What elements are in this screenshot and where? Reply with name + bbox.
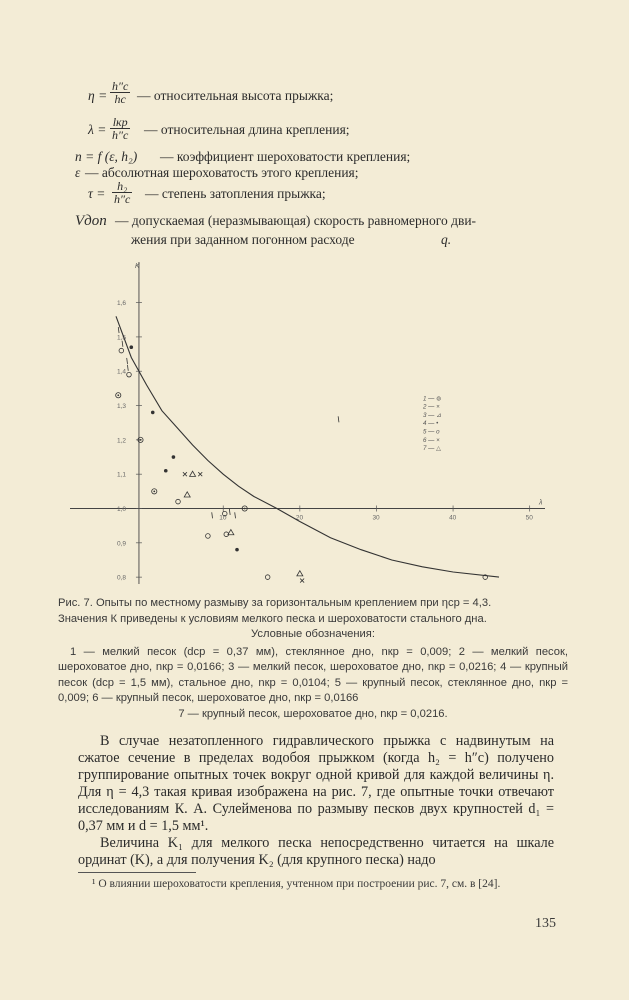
circle-marker [119,348,124,353]
y-tick-label: 1,3 [116,403,126,411]
circle-marker [127,372,132,377]
data-point-tick [122,341,123,347]
y-tick-label: 1,2 [116,437,126,445]
data-point-triangle [184,492,190,497]
figure-caption [58,596,568,722]
y-tick-label: 1,1 [116,471,126,479]
chart-ticks [117,300,533,582]
tick-marker [338,416,339,422]
footnote-rule [78,872,196,873]
y-tick-label: 1,0 [116,506,126,513]
data-point-circle [119,348,124,353]
data-point-tick [127,365,128,371]
scour-chart [0,252,629,592]
caption-legend-text: 1 — мелкий песок (dср = 0,37 мм), стеклянное дно, nкр = 0,009; 2 — мелкий песок, шероховатое дно, nкр = 0,0166; 3 — мелкий песок, шероховатое дно, nкр = 0,0216; 4 — крупный песок (dср = 1,5 мм), стальное дно, nкр = 0,0104; 5 — крупный песок, стеклянное дно, nкр = 0,009; 6 — крупный песок, шероховатое дно, nкр = 0,0166 [58,645,568,704]
eta-text: — относительная высота прыжка; [137,88,334,103]
data-point-circle-dot [116,393,121,398]
lambda-text: — относительная длина крепления; [144,122,350,137]
dot-marker [151,411,155,415]
footnote [78,877,554,892]
legend-entry: 5 — o [423,428,440,436]
tau-lhs: τ = [88,186,106,201]
body-paragraph-1: В случае незатопленного гидравлического прыжка с надвинутым на сжатое сечение в пределах водобоя прыжком (когда h₂ = h″c) получено группирование опытных точек вокруг одной кривой для каждой величины η. Для η = 4,3 такая кривая изображена на рис. 7, где опытные точки отвечают исследованиям К. А. Сулейменова по размыву песков двух крупностей d₁ = 0,37 мм и d = 1,5 мм¹. [78,733,554,834]
lambda-fraction [110,116,130,141]
data-point-dot [151,411,155,415]
footnote-text: ¹ О влиянии шероховатости крепления, учтенном при построении рис. 7, см. в [24]. [92,878,501,890]
tick-marker [122,341,123,347]
body-paragraph-2: Величина K₁ для мелкого песка непосредственно читается на шкале ординат (K), а для получения K₂ (для крупного песка) надо [78,835,554,868]
dot-marker [153,490,155,492]
data-point-circle [265,575,270,580]
legend-entry: 2 — × [423,403,440,411]
tick-marker [229,509,230,515]
data-point-dot [129,345,133,349]
tau-text: — степень затопления прыжка; [145,186,326,201]
x-tick-label: 40 [449,514,457,522]
legend-entry: 3 — ⊿ [423,411,442,419]
data-point-dot [172,455,176,459]
data-point-cross [300,579,304,583]
eta-numerator: h″c [112,79,129,93]
eta-denominator: hc [114,92,126,106]
chart-axes [70,262,545,584]
caption-legend-last: 7 — крупный песок, шероховатое дно, nкр = 0,0216. [178,707,448,720]
y-axis-label: K [134,263,140,270]
vdop-text: — допускаемая (неразмывающая) скорость равномерного дви- [115,213,477,228]
eta-fraction [110,80,130,105]
data-point-dot [164,469,168,473]
x-tick-label: 30 [372,514,380,522]
legend-entry: 1 — ⊚ [423,395,442,403]
vdop-text2: жения при заданном погонном расходе [131,232,355,247]
y-tick-label: 0,8 [116,574,126,582]
circle-marker [176,499,181,504]
eta-lhs: η = [88,88,108,103]
triangle-marker [228,530,234,535]
tick-marker [212,512,213,518]
page-number: 135 [535,916,556,931]
legend-entry: 6 — × [423,436,440,444]
data-point-circle-dot [152,489,157,494]
data-point-tick [229,509,230,515]
dot-marker [140,439,142,441]
tau-numerator: h₂ [112,180,132,193]
tick-marker [127,358,128,364]
data-point-circle [127,372,132,377]
x-tick-label: 10 [219,514,227,522]
tick-marker [127,365,128,371]
n-text: — коэффициент шероховатости крепления; [160,149,411,164]
data-point-tick [338,416,339,422]
vdop-lhs: Vдоп [75,213,107,229]
lambda-numerator: lкр [110,116,130,129]
triangle-marker [184,492,190,497]
data-point-circle [176,499,181,504]
tick-marker [118,327,119,333]
data-point-cross [183,472,187,476]
tau-denominator: h″c [114,192,131,206]
data-point-circle [206,534,211,539]
x-tick-label: 20 [295,514,304,522]
triangle-marker [190,471,196,476]
dot-marker [235,548,239,552]
chart-legend [422,395,441,452]
y-tick-label: 1,6 [116,300,126,308]
lambda-denominator: h″c [112,128,129,142]
dot-marker [244,508,246,510]
tick-marker [235,512,236,518]
data-point-tick [118,327,119,333]
data-point-cross [198,472,202,476]
circle-marker [265,575,270,580]
data-point-dot [235,548,239,552]
data-point-tick [127,358,128,364]
lambda-lhs: λ = [88,122,107,137]
data-point-triangle [228,530,234,535]
caption-line1: Рис. 7. Опыты по местному размыву за горизонтальным креплением при ηср = 4,3. [58,597,492,609]
data-point-triangle [297,571,303,576]
eps-lhs: ε [75,165,81,180]
dot-marker [164,469,168,473]
data-point-triangle [190,471,196,476]
dot-marker [172,455,176,459]
triangle-marker [297,571,303,576]
y-tick-label: 1,5 [116,334,126,342]
y-tick-label: 0,9 [116,540,126,548]
dot-marker [129,345,133,349]
data-points [116,327,488,583]
n-lhs: n = f (ε, h₂) [75,149,138,164]
eps-text: — абсолютная шероховатость этого крепления; [85,165,359,180]
vdop-q: q. [441,232,452,247]
x-tick-label: 50 [525,514,533,522]
body-text [78,733,554,869]
dot-marker [117,394,119,396]
y-tick-label: 1,4 [116,368,126,376]
caption-line2: Значения К приведены к условиям мелкого песка и шероховатости стального дна. [58,612,487,625]
circle-marker [206,534,211,539]
x-axis-label: λ [539,499,543,507]
legend-entry: 7 — △ [423,445,441,453]
legend-entry: 4 — • [423,420,439,428]
fitted-curve [116,316,499,577]
data-point-tick [212,512,213,518]
data-point-tick [235,512,236,518]
tau-fraction [112,180,132,205]
caption-legend-title: Условные обозначения: [251,628,375,640]
